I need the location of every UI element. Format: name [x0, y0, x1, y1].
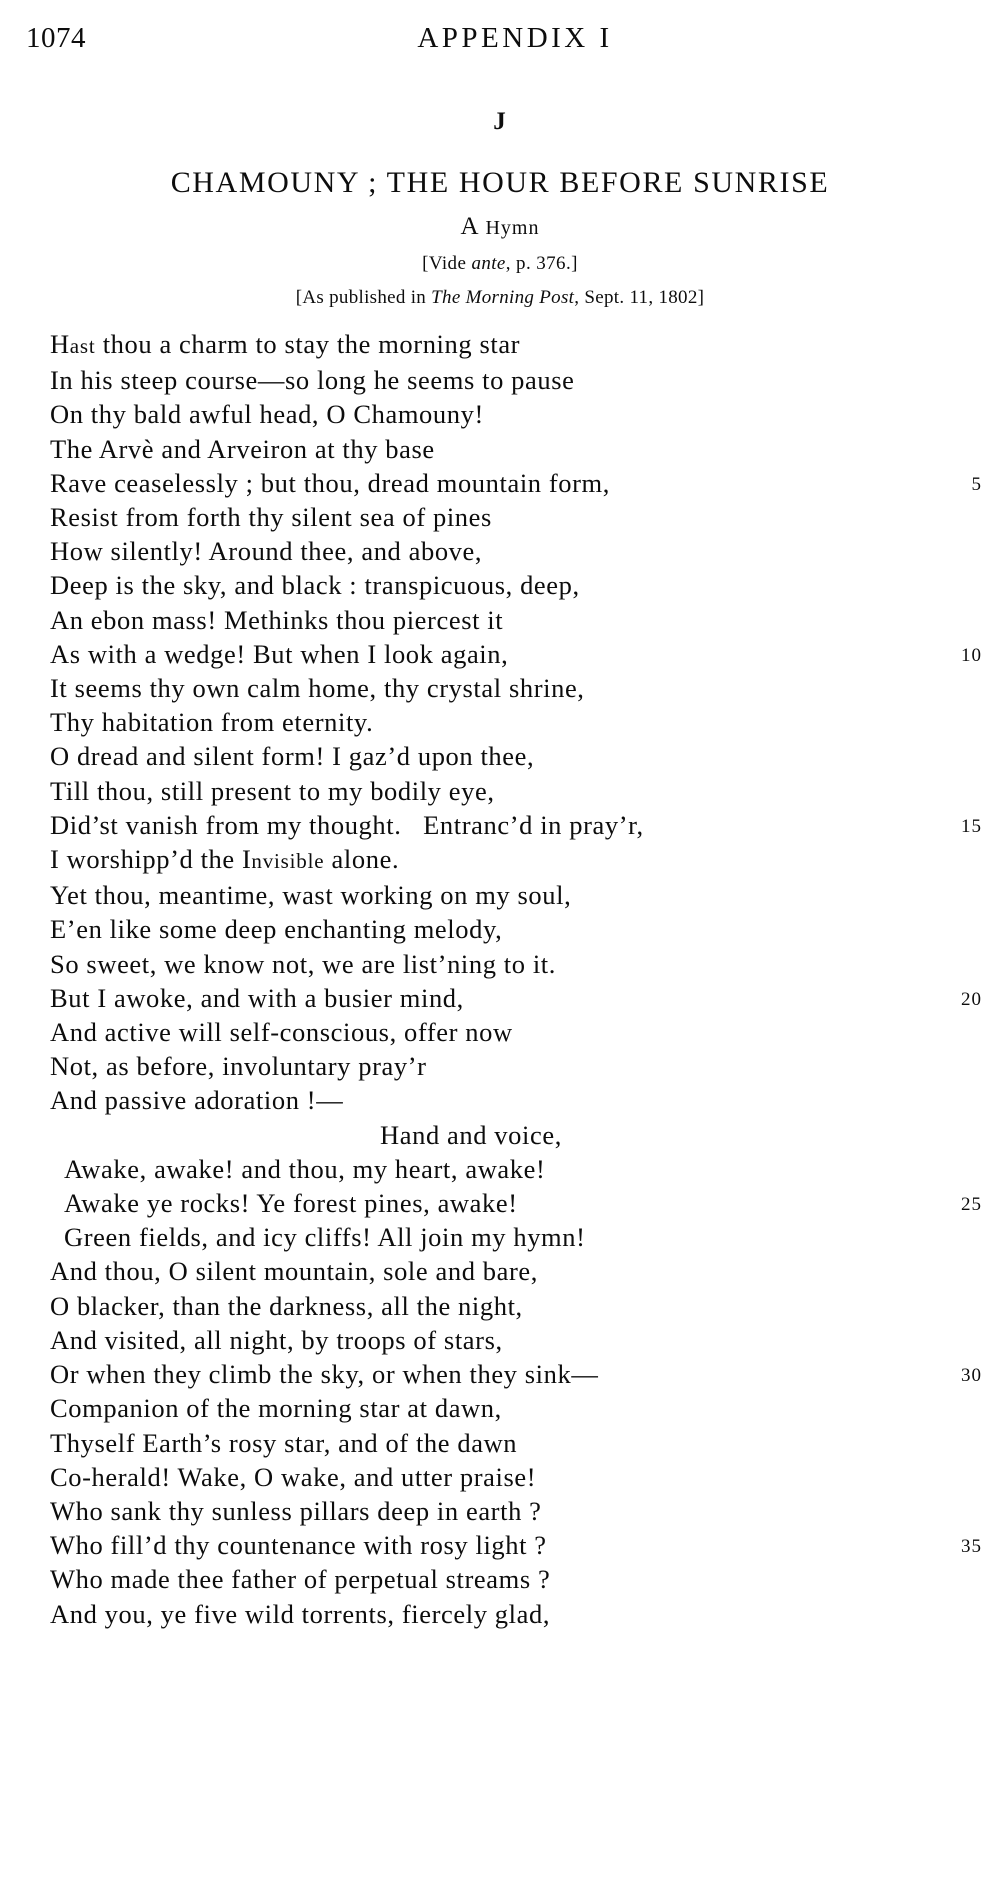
verse-line [50, 1289, 974, 1323]
verse-line-text: Yet thou, meantime, wast working on my soul, [50, 880, 572, 911]
verse-line-text: Hand and voice, [380, 1119, 562, 1150]
poem-body [0, 327, 1000, 1631]
publication-note [0, 287, 1000, 309]
verse-line-smallcaps: ast [69, 334, 96, 358]
document-page [0, 22, 1000, 1886]
verse-line [50, 1357, 982, 1391]
vide-note-pre: [Vide [422, 253, 472, 274]
verse-line [50, 842, 974, 878]
verse-line-text: And passive adoration !— [50, 1085, 344, 1116]
verse-line-text: Did’st vanish from my thought. Entranc’d in pray’r, [50, 809, 644, 840]
verse-line-smallcaps: nvisible [251, 849, 325, 874]
verse-line [50, 568, 974, 602]
verse-line [50, 327, 974, 363]
verse-line-text: Awake, awake! and thou, my heart, awake! [64, 1153, 546, 1184]
verse-line-text: E’en like some deep enchanting melody, [50, 914, 503, 945]
verse-line [50, 534, 974, 568]
verse-line-text: Who sank thy sunless pillars deep in earth ? [50, 1495, 542, 1526]
verse-line [50, 500, 974, 534]
verse-line-text: Who made thee father of perpetual streams ? [50, 1564, 551, 1595]
verse-line-text-cont: thou a charm to stay the morning star [95, 329, 521, 359]
verse-line [50, 603, 974, 637]
verse-line-text: How silently! Around thee, and above, [50, 536, 483, 567]
verse-line-text: Resist from forth thy silent sea of pines [50, 502, 492, 533]
verse-line-text: And thou, O silent mountain, sole and bare, [50, 1256, 538, 1287]
verse-line [50, 912, 974, 946]
verse-line-text: O blacker, than the darkness, all the night, [50, 1290, 523, 1321]
verse-line-text: Awake ye rocks! Ye forest pines, awake! [64, 1188, 518, 1219]
verse-line-text-cont: alone. [324, 844, 400, 875]
verse-line [50, 1460, 974, 1494]
verse-line-text: I worshipp’d the I [50, 844, 252, 875]
running-title: APPENDIX I [417, 22, 613, 54]
pub-note-pre: [As published in [295, 287, 432, 308]
verse-line [50, 1152, 974, 1186]
verse-line-text: But I awoke, and with a busier mind, [50, 982, 464, 1013]
pub-note-post: , Sept. 11, 1802] [574, 287, 705, 308]
verse-line [50, 1323, 974, 1357]
verse-line-text: Who fill’d thy countenance with rosy light ? [50, 1530, 547, 1561]
verse-line-text: The Arvè and Arveiron at thy base [50, 433, 435, 464]
verse-line [50, 947, 974, 981]
verse-line-text: Thy habitation from eternity. [50, 707, 374, 738]
verse-line-text: On thy bald awful head, O Chamouny! [50, 399, 484, 430]
verse-line-text: It seems thy own calm home, thy crystal shrine, [50, 673, 585, 704]
verse-line [50, 1562, 974, 1596]
verse-line [50, 1254, 974, 1288]
verse-line-number: 30 [961, 1365, 982, 1387]
section-letter: J [493, 108, 507, 135]
verse-line-text: Till thou, still present to my bodily eye, [50, 775, 495, 806]
pub-note-italic: The Morning Post [431, 287, 575, 308]
verse-line [50, 1186, 982, 1220]
verse-line-text: H [50, 329, 70, 359]
verse-line [50, 1015, 974, 1049]
verse-line-number: 10 [961, 644, 982, 666]
verse-line-text: An ebon mass! Methinks thou piercest it [50, 604, 504, 635]
verse-line [50, 1118, 974, 1152]
verse-line-text: Not, as before, involuntary pray’r [50, 1051, 427, 1082]
verse-line [50, 981, 982, 1015]
verse-line [50, 466, 982, 500]
verse-line [50, 1049, 974, 1083]
poem-subtitle-hymn: Hymn [485, 217, 540, 239]
verse-line-text: And visited, all night, by troops of stars, [50, 1324, 503, 1355]
verse-line [50, 397, 974, 431]
verse-line-text: So sweet, we know not, we are list’ning to it. [50, 948, 556, 979]
verse-line-text: O dread and silent form! I gaz’d upon thee, [50, 741, 535, 772]
verse-line [50, 705, 974, 739]
verse-line-number: 20 [961, 988, 982, 1010]
verse-line-text: And you, ye five wild torrents, fiercely glad, [50, 1598, 551, 1629]
verse-line-text: Thyself Earth’s rosy star, and of the dawn [50, 1427, 518, 1458]
verse-line-text: Deep is the sky, and black : transpicuous, deep, [50, 570, 580, 601]
verse-line [50, 1528, 982, 1562]
verse-line-text: Co-herald! Wake, O wake, and utter praise! [50, 1461, 537, 1492]
verse-line-number: 25 [961, 1194, 982, 1216]
verse-line [50, 808, 982, 842]
verse-line-number: 15 [961, 815, 982, 837]
verse-line [50, 774, 974, 808]
verse-line [50, 363, 974, 397]
page-number: 1074 [26, 22, 86, 54]
poem-title: CHAMOUNY ; THE HOUR BEFORE SUNRISE [170, 166, 830, 199]
vide-note-italic: ante [471, 253, 506, 274]
verse-line [50, 637, 982, 671]
verse-line [50, 1083, 974, 1117]
verse-line-number: 35 [961, 1536, 982, 1558]
verse-line-number: 5 [971, 473, 982, 495]
poem-subtitle [0, 213, 1000, 241]
verse-line-text: Companion of the morning star at dawn, [50, 1393, 502, 1424]
verse-line [50, 878, 974, 912]
verse-line-text: Green fields, and icy cliffs! All join my hymn! [64, 1222, 586, 1253]
poem-subtitle-article: A [460, 213, 479, 240]
vide-note [0, 253, 1000, 275]
running-head [0, 22, 1000, 82]
verse-line-text: Rave ceaselessly ; but thou, dread mountain form, [50, 467, 610, 498]
verse-line [50, 1494, 974, 1528]
verse-line [50, 1597, 974, 1631]
verse-line [50, 1391, 974, 1425]
verse-line [50, 671, 974, 705]
verse-line-text: As with a wedge! But when I look again, [50, 638, 509, 669]
verse-line-text: And active will self-conscious, offer now [50, 1017, 513, 1048]
verse-line-text: In his steep course—so long he seems to pause [50, 365, 575, 396]
verse-line-text: Or when they climb the sky, or when they sink— [50, 1359, 599, 1390]
verse-line [50, 1426, 974, 1460]
verse-line [50, 739, 974, 773]
verse-line [50, 432, 974, 466]
vide-note-post: , p. 376.] [505, 253, 578, 274]
verse-line [50, 1220, 974, 1254]
